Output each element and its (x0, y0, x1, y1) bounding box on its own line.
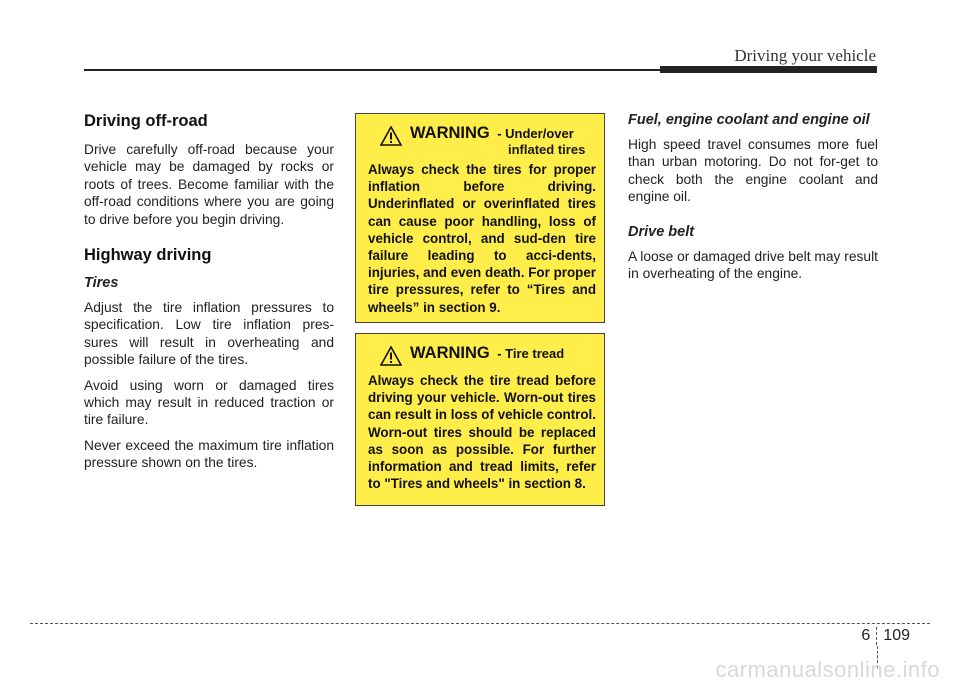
watermark: carmanualsonline.info (715, 657, 940, 682)
belt-heading: Drive belt (628, 223, 695, 240)
chapter-number: 6 (861, 627, 871, 644)
warning-header (368, 344, 596, 366)
tires-paragraph-1: Adjust the tire inflation pressures to specification. Low tire inflation pres-sures will result in overheating and possible failure of the tires. (84, 300, 334, 368)
warning-box-tread (355, 333, 605, 506)
tires-paragraph-2: Avoid using worn or damaged tires which may result in reduced traction or tire failure. (84, 377, 334, 428)
page-number (861, 627, 910, 645)
header-rule (84, 69, 660, 71)
warning-triangle-icon (380, 346, 402, 366)
tires-heading: Tires (84, 275, 119, 292)
highway-heading: Highway driving (84, 246, 212, 265)
warning-triangle-icon (380, 126, 402, 146)
offroad-heading: Driving off-road (84, 112, 208, 130)
belt-text: A loose or damaged drive belt may result in overheating of the engine. (628, 248, 879, 282)
warning-body: Always check the tire tread before driving your vehicle. Worn-out tires can result in loss of vehicle control. Worn-out tires should be replaced as soon as possible. For further information and tread limits, refer to "Tires and wheels" in section 8. (368, 373, 596, 492)
warning-box-inflation (355, 113, 605, 323)
fuel-text: High speed travel consumes more fuel than urban motoring. Do not for-get to check both the engine coolant and engine oil. (628, 137, 878, 205)
running-header: Driving your vehicle (734, 46, 876, 65)
warning-label: WARNING (410, 124, 490, 142)
right-column (628, 112, 878, 290)
footer-rule (30, 623, 930, 624)
warning-subtitle-cont: inflated tires (508, 142, 586, 157)
header-bar (660, 66, 877, 73)
page-number-value: 109 (883, 627, 910, 644)
warning-label: WARNING (410, 344, 490, 362)
warning-subtitle: - Tire tread (497, 346, 565, 361)
left-column (84, 112, 334, 480)
warning-body: Always check the tires for proper inflation before driving. Underinflated or overinflated tires can cause poor handling, loss of vehicle control, and sud-den tire failure leading to acci-dents, injuries, and even death. For proper tire pressures, refer to “Tires and wheels” in section 9. (368, 162, 596, 315)
offroad-text: Drive carefully off-road because your vehicle may be damaged by rocks or roots of trees. Become familiar with the off-road conditions where you are going to drive before you begin driving. (84, 142, 334, 227)
tires-paragraph-3: Never exceed the maximum tire inflation pressure shown on the tires. (84, 437, 334, 471)
warning-subtitle: - Under/over (497, 126, 574, 141)
fuel-heading: Fuel, engine coolant and engine oil (628, 112, 870, 128)
page-separator (876, 627, 877, 645)
